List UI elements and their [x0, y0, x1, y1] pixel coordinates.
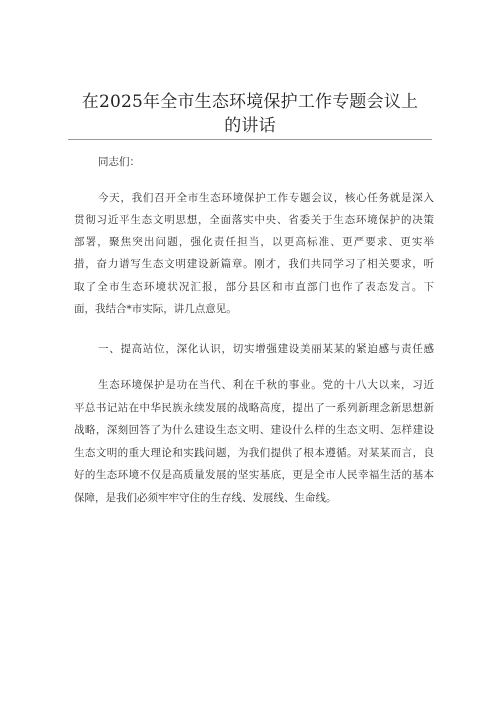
- section-heading-1: 一、提高站位，深化认识，切实增强建设美丽某某的紧迫感与责任感: [98, 343, 434, 355]
- paragraph-2-line: 好的生态环境不仅是高质量发展的坚实基底，更是全市人民幸福生活的基本: [74, 469, 434, 481]
- document-title-line-2: 的讲话: [224, 116, 276, 136]
- salutation: 同志们：: [98, 156, 140, 168]
- paragraph-2-line: 保障，是我们必须牢牢守住的生存线、发展线、生命线。: [74, 492, 337, 504]
- paragraph-1-line: 取了全市生态环境状况汇报，部分县区和市直部门也作了表态发言。下: [74, 281, 434, 293]
- paragraph-1-line: 措，奋力谱写生态文明建设新篇章。刚才，我们共同学习了相关要求，听: [74, 258, 434, 270]
- paragraph-2-line: 战略，深刻回答了为什么建设生态文明、建设什么样的生态文明、怎样建设: [74, 424, 434, 436]
- document-title-line-1: 在2025年全市生态环境保护工作专题会议上: [81, 92, 419, 112]
- paragraph-2-line: 生态文明的重大理论和实践问题，为我们提供了根本遵循。对某某而言，良: [74, 447, 434, 459]
- paragraph-1-line: 贯彻习近平生态文明思想，全面落实中央、省委关于生态环境保护的决策: [74, 214, 434, 226]
- paragraph-2-line: 平总书记站在中华民族永续发展的战略高度，提出了一系列新理念新思想新: [74, 402, 434, 414]
- paragraph-1-line: 面，我结合*市实际，讲几点意见。: [74, 303, 237, 315]
- paragraph-1-line: 部署，聚焦突出问题，强化责任担当，以更高标准、更严要求、更实举: [74, 236, 434, 248]
- paragraph-2-line: 生态环境保护是功在当代、利在千秋的事业。党的十八大以来，习近: [98, 379, 434, 391]
- paragraph-1-line: 今天，我们召开全市生态环境保护工作专题会议，核心任务就是深入: [98, 192, 434, 204]
- title-divider: [68, 139, 432, 140]
